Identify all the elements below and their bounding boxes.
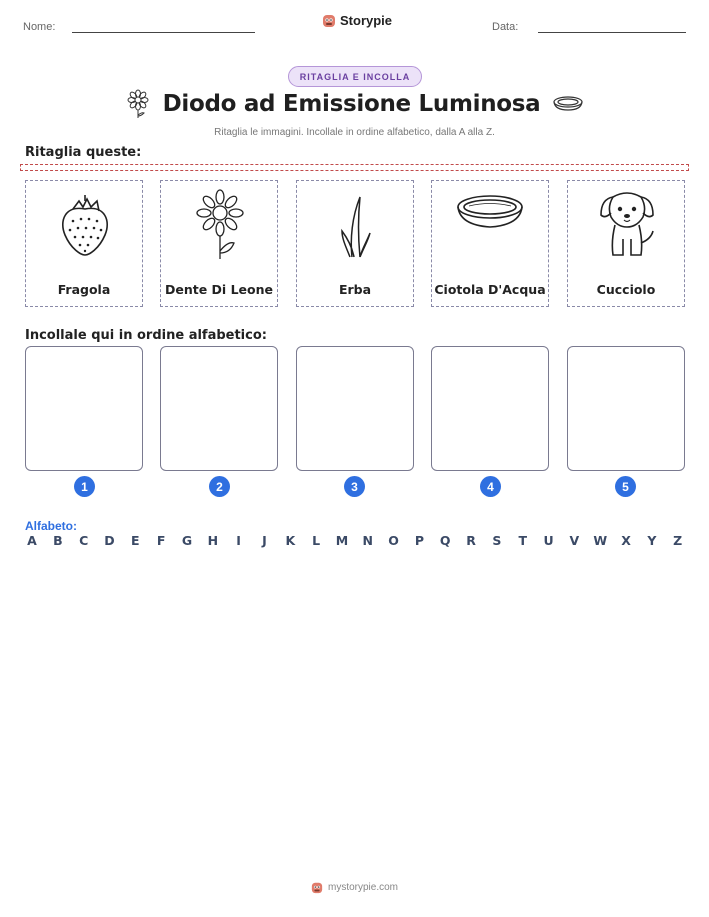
- name-line[interactable]: [72, 32, 255, 33]
- number-badge-5: 5: [615, 476, 636, 497]
- alphabet-letter: R: [466, 533, 476, 548]
- puppy-icon: [595, 187, 659, 259]
- alphabet-heading: Alfabeto:: [25, 519, 77, 533]
- alphabet-letter: U: [543, 533, 554, 548]
- alphabet-letter: Y: [647, 533, 657, 548]
- paste-box-1[interactable]: [25, 346, 143, 471]
- page-title: Diodo ad Emissione Luminosa: [162, 91, 541, 117]
- bowl-icon: [552, 94, 584, 114]
- grass-icon: [326, 189, 386, 259]
- card-label: Fragola: [57, 282, 111, 297]
- brand-name: Storypie: [340, 13, 393, 28]
- alphabet-letter: P: [414, 533, 424, 548]
- date-label: Data:: [492, 21, 519, 33]
- strawberry-icon: [55, 189, 115, 259]
- card-label: Cucciolo: [596, 282, 656, 297]
- water-bowl-icon: [455, 191, 525, 241]
- alphabet-letter: E: [131, 533, 140, 548]
- alphabet-letter: S: [492, 533, 502, 548]
- card-label: Ciotola D'Acqua: [434, 282, 546, 297]
- alphabet-letter: W: [593, 533, 608, 548]
- paste-box-5[interactable]: [567, 346, 685, 471]
- cut-card-puppy[interactable]: [567, 180, 685, 307]
- alphabet-letter: I: [236, 533, 241, 548]
- date-line[interactable]: [538, 32, 686, 33]
- storypie-mascot-icon: [311, 881, 323, 894]
- number-badge-4: 4: [480, 476, 501, 497]
- alphabet-letter: A: [27, 533, 37, 548]
- alphabet-letter: G: [181, 533, 193, 548]
- alphabet-row: [25, 533, 685, 548]
- alphabet-letter: K: [285, 533, 296, 548]
- number-badge-2: 2: [209, 476, 230, 497]
- alphabet-letter: N: [362, 533, 373, 548]
- paste-heading: Incollale qui in ordine alfabetico:: [25, 328, 267, 343]
- number-badge-3: 3: [344, 476, 365, 497]
- paste-box-4[interactable]: [431, 346, 549, 471]
- alphabet-letter: J: [262, 533, 267, 548]
- paste-box-3[interactable]: [296, 346, 414, 471]
- activity-badge: RITAGLIA E INCOLLA: [288, 66, 422, 87]
- flower-icon: [125, 89, 151, 119]
- cut-card-dandelion[interactable]: [160, 180, 278, 307]
- alphabet-letter: L: [312, 533, 321, 548]
- card-label: Dente Di Leone: [165, 282, 273, 297]
- cut-card-water-bowl[interactable]: [431, 180, 549, 307]
- number-badge-1: 1: [74, 476, 95, 497]
- alphabet-letter: F: [156, 533, 166, 548]
- alphabet-letter: D: [104, 533, 115, 548]
- alphabet-letter: X: [621, 533, 631, 548]
- alphabet-letter: O: [388, 533, 399, 548]
- title-row: [0, 89, 709, 119]
- card-label: Erba: [338, 282, 372, 297]
- storypie-mascot-icon: [322, 13, 336, 28]
- alphabet-letter: H: [207, 533, 219, 548]
- alphabet-letter: V: [569, 533, 580, 548]
- dandelion-icon: [190, 189, 250, 259]
- cut-card-strawberry[interactable]: [25, 180, 143, 307]
- alphabet-letter: Q: [439, 533, 451, 548]
- alphabet-letter: Z: [673, 533, 683, 548]
- alphabet-letter: B: [53, 533, 63, 548]
- name-label: Nome:: [23, 21, 56, 33]
- cut-line: [20, 164, 689, 171]
- footer-url: mystorypie.com: [327, 882, 398, 893]
- alphabet-letter: C: [79, 533, 89, 548]
- cut-heading: Ritaglia queste:: [25, 145, 142, 160]
- footer: [0, 881, 709, 894]
- alphabet-letter: T: [518, 533, 527, 548]
- cut-card-grass[interactable]: [296, 180, 414, 307]
- instructions: Ritaglia le immagini. Incollale in ordine alfabetico, dalla A alla Z.: [214, 127, 495, 138]
- alphabet-letter: M: [335, 533, 349, 548]
- brand-logo: [322, 13, 392, 28]
- paste-box-2[interactable]: [160, 346, 278, 471]
